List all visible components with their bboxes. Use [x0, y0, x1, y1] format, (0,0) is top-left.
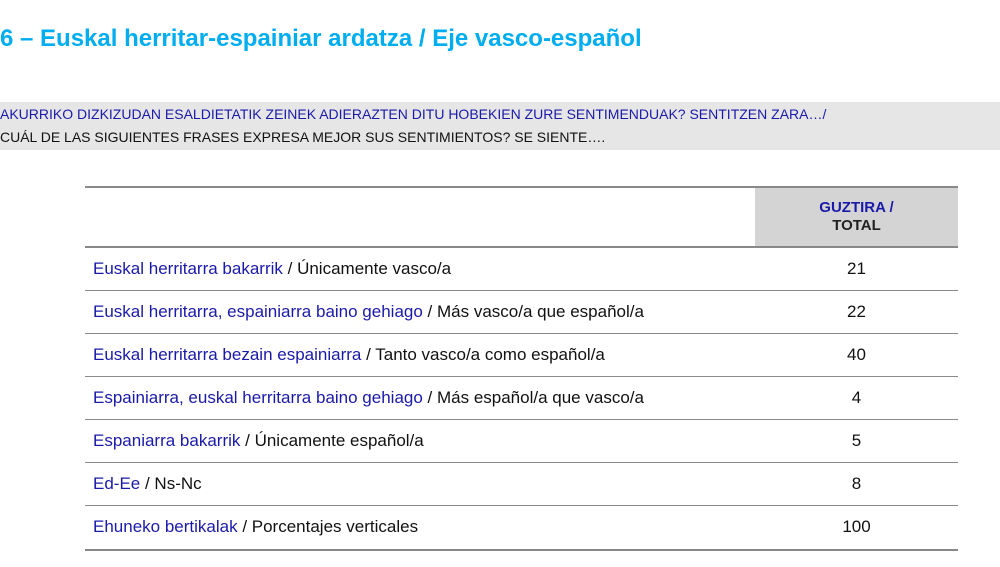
row-label-basque: Euskal herritarra bakarrik [93, 258, 283, 278]
page-title: 6 – Euskal herritar-espainiar ardatza / Eje vasco-español [0, 25, 642, 52]
row-label [85, 462, 755, 505]
row-label-separator: / [422, 301, 437, 321]
header-total-basque: GUZTIRA / [819, 199, 894, 216]
row-total: 22 [755, 290, 958, 333]
row-total: 8 [755, 462, 958, 505]
row-label-spanish: Únicamente vasco/a [297, 258, 452, 278]
row-label-spanish: Tanto vasco/a como español/a [375, 344, 605, 364]
row-total: 40 [755, 333, 958, 376]
row-label-spanish: Porcentajes verticales [251, 517, 419, 537]
row-total: 5 [755, 419, 958, 462]
row-label-basque: Euskal herritarra, espainiarra baino gehiago [93, 301, 423, 321]
table-row [85, 376, 958, 419]
row-label-separator: / [237, 517, 252, 537]
header-total-spanish: TOTAL [832, 217, 881, 234]
row-label-spanish: Más vasco/a que español/a [436, 301, 644, 321]
row-label-basque: Espainiarra, euskal herritarra baino gehiago [93, 387, 423, 407]
question-banner [0, 102, 1000, 150]
table-row [85, 419, 958, 462]
row-label [85, 247, 755, 290]
row-label-spanish: Ns-Nc [154, 473, 202, 493]
row-label-spanish: Únicamente español/a [254, 430, 424, 450]
row-label-basque: Ehuneko bertikalak [93, 517, 238, 537]
question-basque: AKURRIKO DIZKIZUDAN ESALDIETATIK ZEINEK ADIERAZTEN DITU HOBEKIEN ZURE SENTIMENDUAK? SENTITZEN ZARA…/ [0, 106, 827, 122]
row-label [85, 290, 755, 333]
row-label [85, 376, 755, 419]
row-total: 4 [755, 376, 958, 419]
table-row [85, 333, 958, 376]
row-label [85, 505, 755, 550]
row-total: 21 [755, 247, 958, 290]
table-header-row [85, 187, 958, 247]
row-label-basque: Euskal herritarra bezain espainiarra [93, 344, 362, 364]
row-label-separator: / [361, 344, 376, 364]
row-label-separator: / [140, 473, 155, 493]
table-row [85, 247, 958, 290]
table-row [85, 290, 958, 333]
row-label-spanish: Más español/a que vasco/a [436, 387, 644, 407]
row-total: 100 [755, 505, 958, 550]
row-label-separator: / [282, 258, 298, 278]
header-total-cell [755, 187, 958, 247]
table-row [85, 462, 958, 505]
header-empty-cell [85, 187, 755, 247]
table-row-total [85, 505, 958, 550]
results-table [85, 186, 958, 551]
row-label-separator: / [422, 387, 437, 407]
row-label [85, 419, 755, 462]
row-label-separator: / [240, 430, 255, 450]
question-spanish: CUÁL DE LAS SIGUIENTES FRASES EXPRESA MEJOR SUS SENTIMIENTOS? SE SIENTE…. [0, 129, 606, 145]
row-label-basque: Ed-Ee [93, 473, 141, 493]
row-label [85, 333, 755, 376]
row-label-basque: Espaniarra bakarrik [93, 430, 241, 450]
